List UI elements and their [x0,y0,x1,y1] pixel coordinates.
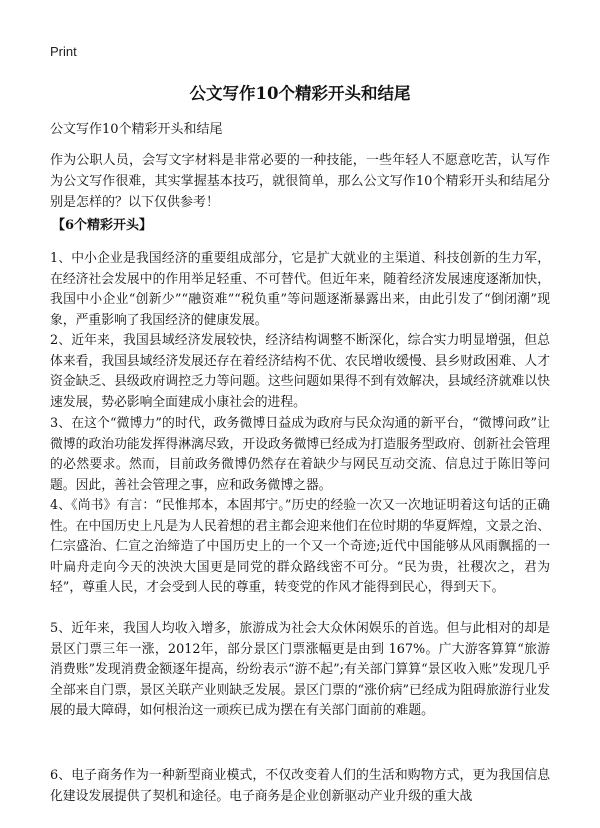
paragraph-4: 4、《尚书》有言：“民惟邦本，本固邦宁。”历史的经验一次又一次地证明着这句话的正确性。在中国历史上凡是为人民着想的君主都会迎来他们在位时期的华夏辉煌，文景之治、仁宗盛治、仁宣之治缔造了中国历史上的一个又一个奇迹;近代中国能够从风雨飘摇的一叶扁舟走向今天的泱泱大国更是同党的群众路线密不可分。“民为贵，社稷次之，君为轻”，尊重人民，才会受到人民的尊重，转变党的作风才能得到民心，得到天下。 [50,498,550,595]
document-subtitle: 公文写作10个精彩开头和结尾 [50,122,223,137]
paragraph-6: 6、电子商务作为一种新型商业模式，不仅改变着人们的生活和购物方式，更为我国信息化建设发展提供了契机和途径。电子商务是企业创新驱动产业升级的重大战 [50,768,550,804]
page-title: 公文写作10个精彩开头和结尾 [189,84,411,103]
intro-paragraph: 作为公职人员，会写文字材料是非常必要的一种技能，一些年轻人不愿意吃苦，认写作为公文写作很难，其实掌握基本技巧，就很简单，那么公文写作10个精彩开头和结尾分别是怎样的？以下仅供参考！ [50,153,550,210]
section-heading: 【6个精彩开头】 [52,218,153,233]
paragraph-2: 2、近年来，我国县域经济发展较快，经济结构调整不断深化，综合实力明显增强，但总体来看，我国县域经济发展还存在着经济结构不优、农民增收缓慢、县乡财政困难、人才资金缺乏、县级政府调控乏力等问题。这些问题如果得不到有效解决，县域经济就难以快速发展，势必影响全面建成小康社会的进程。 [50,333,550,410]
paragraph-3: 3、在这个“微博力”的时代，政务微博日益成为政府与民众沟通的新平台，“微博问政”让微博的政治功能发挥得淋漓尽致，开设政务微博已经成为打造服务型政府、创新社会管理的必然要求。然而，目前政务微博仍然存在着缺少与网民互动交流、信息过于陈旧等问题。因此，善社会管理之事，应和政务微博之器。 [50,416,550,493]
paragraph-1: 1、中小企业是我国经济的重要组成部分，它是扩大就业的主渠道、科技创新的生力军，在经济社会发展中的作用举足轻重、不可替代。但近年来，随着经济发展速度逐渐加快，我国中小企业“创新少”“融资难”“税负重”等问题逐渐暴露出来，由此引发了“倒闭潮”现象，严重影响了我国经济的健康发展。 [50,251,550,328]
paragraph-5: 5、近年来，我国人均收入增多，旅游成为社会大众休闲娱乐的首选。但与此相对的却是景区门票三年一涨，2012年，部分景区门票涨幅更是由到 167%。广大游客算算“旅游消费账”发现消费金额逐年提高，纷纷表示“游不起”;有关部门算算“景区收入账”发现几乎全部来自门票，景区关联产业则缺乏发展。景区门票的“涨价病”已经成为阻碍旅游行业发展的最大障碍，如何根治这一顽疾已成为摆在有关部门面前的难题。 [50,621,550,718]
print-label: Print [50,44,77,59]
